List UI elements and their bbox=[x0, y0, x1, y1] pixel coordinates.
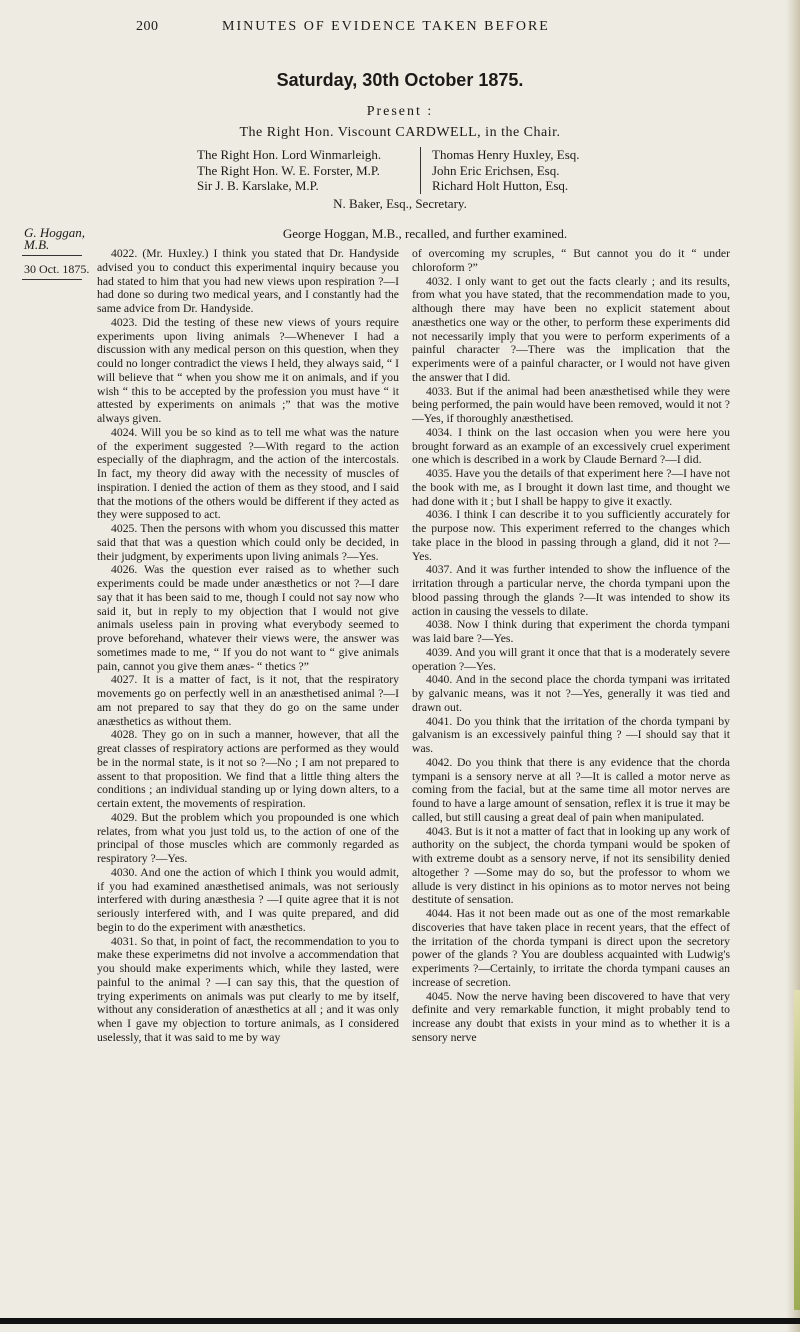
question-paragraph: 4031. So that, in point of fact, the recommendation to you to make these experimetns did not involve a accommendation that you should make experiments which, while they lasted, were painful to the animal ? —I can say this, that the question of trying experiments on animals was put clearly to me by itself, without any consideration of anæsthetics at all ; and it was only when I gave my objection to torture animals, as I considered uselessly, that it was said to me by way bbox=[97, 934, 399, 1044]
question-paragraph: 4028. They go on in such a manner, however, that all the great classes of respiratory actions are performed as they would be in the normal state, is it not so ?—No ; I am not prepared to assent to that proposition. We find that a little thing alters the conditions ; an individual standing up or lying down alters, to a certain extent, the movements of respiration. bbox=[97, 728, 399, 810]
left-column bbox=[97, 247, 399, 1045]
question-paragraph: 4036. I think I can describe it to you sufficiently accurately for the purpose now. This experiment referred to the changes which take place in the blood in passing through a gland, did it not ?—Yes. bbox=[412, 508, 730, 563]
witness-heading: George Hoggan, M.B., recalled, and further examined. bbox=[282, 226, 568, 241]
members-divider bbox=[420, 147, 421, 194]
margin-witness-note: G. Hoggan, M.B. bbox=[24, 225, 86, 252]
right-column bbox=[412, 247, 730, 1045]
margin-rule bbox=[22, 255, 82, 256]
chair-line: The Right Hon. Viscount CARDWELL, in the Chair. bbox=[239, 125, 561, 140]
question-paragraph: 4024. Will you be so kind as to tell me what was the nature of the experiment suggested ?—With regard to the action especially of the diaphragm, and the action of the intercostals. In fact, my theory did away with the necessity of muscles of inspiration. I denied the action of them as they stood, and I said that the motions of the others would be different if they acted as they were supposed to act. bbox=[97, 425, 399, 522]
margin-rule bbox=[22, 279, 82, 280]
question-paragraph: 4035. Have you the details of that experiment here ?—I have not the book with me, as I brought it down last time, and thought we had done with it ; but I shall be happy to give it exactly. bbox=[412, 467, 730, 508]
question-paragraph: 4029. But the problem which you propounded is one which relates, from what you just told us, to the action of one of the principal of those muscles which are commonly regarded as respiratory ?—Yes. bbox=[97, 810, 399, 865]
member-name: Thomas Henry Huxley, Esq. bbox=[432, 147, 580, 162]
question-paragraph: 4037. And it was further intended to show the influence of the irritation through a particular nerve, the chorda tympani upon the blood passing through the glands ?—It was intended to show its action in causing the vessels to dilate. bbox=[412, 563, 730, 618]
question-paragraph: 4022. (Mr. Huxley.) I think you stated that Dr. Handyside advised you to conduct this experimental inquiry because you had stated to him that you had new views upon respiration ?—I had done so during two medical years, and I constantly had the same advice from Dr. Handyside. bbox=[97, 247, 399, 315]
question-paragraph: 4039. And you will grant it once that that is a moderately severe operation ?—Yes. bbox=[412, 645, 730, 673]
members-right bbox=[432, 147, 580, 194]
question-paragraph: 4027. It is a matter of fact, is it not, that the respiratory movements go on perfectly well in an anæsthetised animal ?—I am not prepared to say that they do go on the same under anæsthetics as without them. bbox=[97, 673, 399, 728]
present-label: Present : bbox=[366, 104, 434, 119]
member-name: The Right Hon. Lord Winmarleigh. bbox=[197, 147, 382, 162]
question-paragraph: 4032. I only want to get out the facts clearly ; and its results, from what you have stated, that the recommendation made to you, although there may have been no explicit statement about anæsthetics one way or the other, to perform these experiments did not necessarily imply that you were to perform experiments of a painful character ?—There was the implication that the experiments were of a painful character, or I would not have given the answer that I did. bbox=[412, 274, 730, 384]
question-paragraph: 4030. And one the action of which I think you would admit, if you had examined anæsthetised animals, was not seriously interfered with during anæsthesia ? —I quite agree that it is not seriously interfered with, and I was quite prepared, and did begin to do the experiment with anæsthetics. bbox=[97, 865, 399, 934]
continued-paragraph: of overcoming my scruples, “ But cannot you do it “ under chloroform ?” bbox=[412, 247, 730, 274]
member-name: John Eric Erichsen, Esq. bbox=[432, 162, 560, 178]
question-paragraph: 4038. Now I think during that experiment the chorda tympani was laid bare ?—Yes. bbox=[412, 618, 730, 645]
secretary-line: N. Baker, Esq., Secretary. bbox=[333, 196, 467, 211]
question-paragraph: 4034. I think on the last occasion when you were here you brought forward as an example of an excessively cruel experiment one which is described in a work by Claude Bernard ?—I did. bbox=[412, 425, 730, 467]
member-name: Richard Holt Hutton, Esq. bbox=[432, 178, 569, 193]
date-heading: Saturday, 30th October 1875. bbox=[276, 70, 524, 90]
question-paragraph: 4044. Has it not been made out as one of the most remarkable discoveries that have taken place in recent years, that the effect of the irritation of the chorda tympani is direct upon the secretory power of the glands ? You are doubless acquainted with Ludwig's experiments ?—Certainly, to irritate the chorda tympani causes an increase of secretion. bbox=[412, 907, 730, 989]
question-paragraph: 4041. Do you think that the irritation of the chorda tympani by galvanism is an excessively painful thing ? —I should say that it was. bbox=[412, 714, 730, 755]
question-paragraph: 4043. But is it not a matter of fact that in looking up any work of authority on the subject, the chorda tympani would be spoken of with extreme doubt as a sensory nerve, if not its sensibility denied altogether ? —Some may do so, but the professor to whom we allude is very distinct in his opinions as to motor nerves not being destitute of sensation. bbox=[412, 824, 730, 907]
bottom-border bbox=[0, 1318, 800, 1324]
question-paragraph: 4023. Did the testing of these new views of yours require experiments upon living animals ?—Whenever I had a discussion with any medical person on this question, when they could no longer contradict the views I held, they always said, “ I will believe that “ when you show me it on animals, and if you wish “ this to be accepted by the profession you must have “ it attested by experiments on animals ;” that was the motive always given. bbox=[97, 315, 399, 425]
question-paragraph: 4033. But if the animal had been anæsthetised while they were being performed, the pain would have been removed, would it not ?—Yes, if thoroughly anæsthetised. bbox=[412, 384, 730, 425]
page-number: 200 bbox=[136, 19, 159, 34]
question-paragraph: 4025. Then the persons with whom you discussed this matter said that that was a question which could only be decided, in their judgment, by experiments upon living animals ?—Yes. bbox=[97, 522, 399, 563]
member-name: The Right Hon. W. E. Forster, M.P. bbox=[197, 162, 380, 178]
members-left bbox=[197, 147, 381, 194]
question-paragraph: 4045. Now the nerve having been discovered to have that very definite and very remarkable function, it might probably tend to increase any doubt that exists in your mind as to whether it is a sensory nerve bbox=[412, 989, 730, 1044]
question-paragraph: 4026. Was the question ever raised as to whether such experiments could be made under anæsthetics or not ?—I dare say that it has been said to me, though I could not say now who said it, but in reply to my objection that I would not give animals useless pain in proving what everybody seemed to prove beforehand, whatever their views were, the answer was sometimes made to me, “ If you do not want to “ give animals pain, cannot you give them anæs- “ thetics ?” bbox=[97, 563, 399, 673]
page-edge-stain bbox=[794, 990, 800, 1310]
question-paragraph: 4042. Do you think that there is any evidence that the chorda tympani is a sensory nerve at all ?—It is called a motor nerve as coming from the facial, but at the same time all motor nerves are found to have a large amount of sensation, reflex it is true it may be called, but still causing a great deal of pain when manipulated. bbox=[412, 755, 730, 824]
question-paragraph: 4040. And in the second place the chorda tympani was irritated by galvanic means, was it not ?—Yes, generally it was tied and drawn out. bbox=[412, 673, 730, 714]
member-name: Sir J. B. Karslake, M.P. bbox=[197, 178, 319, 193]
margin-date-note: 30 Oct. 1875. bbox=[24, 262, 90, 276]
running-head: MINUTES OF EVIDENCE TAKEN BEFORE bbox=[222, 19, 550, 34]
